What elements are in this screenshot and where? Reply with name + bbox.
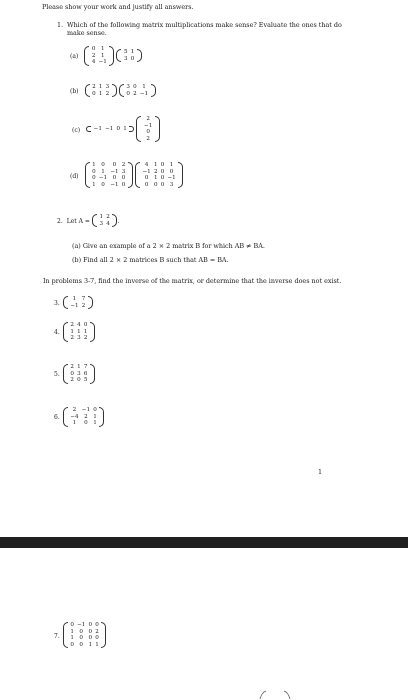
matrix-left-paren	[119, 84, 124, 97]
q2-period: .	[117, 218, 120, 226]
matrix-row	[141, 182, 177, 189]
p7	[54, 622, 106, 650]
matrix-entry: 0	[160, 175, 165, 182]
matrix-entry: 1	[93, 413, 97, 420]
matrix-right-paren	[109, 46, 114, 66]
q1-number: 1.	[57, 21, 64, 29]
matrix-entry: 0	[70, 622, 74, 628]
matrix-row	[122, 56, 136, 63]
matrix-entry: 0	[91, 46, 96, 52]
p3-matrix	[63, 296, 93, 311]
p4	[54, 322, 95, 344]
matrix-entries	[69, 322, 89, 342]
matrix-entry: −1	[144, 122, 153, 129]
partial-parenthesis-glyph	[258, 690, 292, 700]
matrix-entry: 0	[169, 168, 174, 175]
q1c-matrix-right	[136, 116, 159, 144]
matrix-row	[141, 175, 177, 182]
matrix-row	[90, 53, 108, 60]
matrix-left-paren	[92, 214, 97, 227]
matrix-entry: 0	[83, 322, 88, 328]
matrix-row	[90, 59, 108, 66]
matrix-entry: 0	[92, 90, 96, 97]
matrix-entry: 0	[160, 162, 165, 168]
matrix-row	[69, 642, 101, 649]
matrix-entries	[69, 622, 101, 648]
matrix-row	[69, 414, 99, 421]
matrix-entry: 0	[121, 181, 126, 188]
matrix-left-paren	[136, 116, 141, 142]
matrix-entries	[91, 162, 127, 188]
matrix-row	[125, 91, 150, 98]
q1a-matrix-right	[116, 49, 142, 64]
matrix-entry: 2	[133, 90, 137, 97]
matrix-entry: 0	[133, 84, 137, 90]
matrix-left-paren	[63, 322, 68, 342]
matrix-entry: −1	[81, 407, 91, 413]
matrix-row	[91, 84, 111, 91]
p6-number: 6.	[54, 414, 60, 422]
matrix-entry: 5	[83, 377, 88, 384]
matrix-entry: 0	[121, 175, 126, 182]
p4-number: 4.	[54, 329, 60, 337]
matrix-entry: 1	[142, 84, 146, 90]
matrix-entries	[122, 49, 136, 62]
q1a-matrix-left	[84, 46, 114, 68]
matrix-right-paren	[178, 162, 183, 188]
matrix-entry: 0	[92, 168, 96, 175]
matrix-entry: 1	[77, 328, 81, 335]
matrix-entry: 0	[77, 377, 81, 384]
matrix-right-paren	[155, 116, 160, 142]
matrix-entry: −1	[139, 90, 149, 97]
matrix-entry: 2	[105, 90, 110, 97]
matrix-row	[69, 364, 89, 371]
q1-text-line2: make sense.	[67, 29, 107, 37]
p4-matrix	[63, 322, 95, 344]
p6-matrix	[63, 407, 105, 429]
matrix-entry: 1	[153, 175, 158, 182]
matrix-entry: 1	[123, 125, 127, 132]
matrix-row	[98, 221, 112, 228]
q1c	[72, 116, 160, 144]
matrix-entry: 2	[121, 162, 126, 168]
p5-number: 5.	[54, 371, 60, 379]
matrix-entry: 3	[126, 84, 130, 90]
matrix-left-paren	[135, 162, 140, 188]
p5-matrix	[63, 364, 95, 386]
matrix-row	[142, 123, 153, 130]
matrix-entry: −1	[77, 622, 86, 628]
matrix-row	[142, 129, 153, 136]
matrix-entry: 2	[83, 335, 88, 342]
matrix-entry: 0	[130, 55, 135, 62]
p6	[54, 407, 104, 429]
matrix-entry: −4	[70, 413, 79, 420]
p7-number: 7.	[54, 632, 60, 640]
matrix-entry: 1	[72, 296, 77, 302]
matrix-entry: 2	[146, 135, 150, 142]
matrix-entry: 2	[70, 335, 74, 342]
matrix-entries	[91, 84, 111, 97]
matrix-entry: 2	[81, 302, 86, 309]
matrix-entry: 2	[72, 407, 77, 413]
q1c-label: (c)	[72, 126, 81, 134]
matrix-row	[69, 420, 99, 427]
matrix-entry: 0	[126, 90, 130, 97]
matrix-entry: 7	[83, 364, 88, 370]
matrix-entry: 1	[101, 168, 105, 175]
matrix-entry: 5	[124, 49, 128, 56]
matrix-row	[142, 116, 153, 123]
matrix-entry: 0	[153, 181, 158, 188]
matrix-entry: 2	[153, 168, 158, 175]
p5	[54, 364, 95, 386]
matrix-row	[69, 371, 89, 378]
matrix-entries	[69, 364, 89, 384]
q1a-label: (a)	[70, 53, 79, 61]
matrix-entry: 0	[95, 635, 99, 642]
q1b	[70, 84, 156, 99]
matrix-left-paren	[63, 296, 68, 309]
matrix-entry: 2	[146, 116, 150, 122]
matrix-entry: 1	[153, 162, 158, 168]
matrix-entries	[92, 126, 128, 133]
matrix-entries	[69, 296, 87, 309]
matrix-entry: 0	[112, 175, 117, 182]
matrix-entry: −1	[98, 175, 108, 182]
matrix-left-paren	[85, 162, 90, 188]
matrix-left-paren	[63, 364, 68, 384]
matrix-entry: 3	[77, 335, 81, 342]
matrix-entry: 1	[98, 84, 103, 90]
matrix-entry: 1	[83, 328, 88, 335]
matrix-entry: 3	[77, 370, 81, 377]
matrix-entry: 0	[160, 181, 165, 188]
matrix-entry: 0	[92, 175, 96, 182]
matrix-row	[91, 162, 127, 169]
matrix-right-paren	[129, 126, 134, 133]
matrix-entry: 0	[88, 628, 93, 635]
matrix-entry: 1	[70, 628, 74, 635]
matrix-row	[141, 169, 177, 176]
q2b-text: (b) Find all 2 × 2 matrices B such that AB = BA.	[72, 256, 229, 264]
matrix-left-paren	[63, 622, 68, 648]
matrix-entry: 1	[70, 635, 74, 642]
matrix-entry: −1	[70, 302, 79, 309]
matrix-left-paren	[85, 84, 90, 97]
matrix-row	[91, 91, 111, 98]
matrix-entry: 1	[130, 49, 135, 56]
matrix-right-paren	[151, 84, 156, 97]
matrix-entry: 1	[100, 52, 105, 59]
matrix-entry: 2	[92, 84, 96, 90]
matrix-row	[69, 329, 89, 336]
matrix-entry: 0	[112, 162, 117, 168]
q1b-matrix-left	[85, 84, 117, 99]
page-number: 1	[318, 468, 323, 476]
matrix-entry: 3	[169, 181, 174, 188]
matrix-entry: 0	[160, 168, 165, 175]
matrix-entry: −1	[105, 125, 114, 132]
matrix-entry: 1	[77, 364, 81, 370]
matrix-row	[90, 46, 108, 53]
q2-matrix-A	[92, 214, 118, 229]
matrix-entry: 0	[101, 162, 105, 168]
matrix-row	[125, 84, 150, 91]
matrix-entry: 3	[105, 84, 110, 90]
matrix-left-paren	[84, 46, 89, 66]
matrix-right-paren	[90, 322, 95, 342]
matrix-entry: 3	[124, 55, 128, 62]
matrix-entry: 2	[70, 364, 74, 370]
matrix-row	[142, 136, 153, 143]
q1b-label: (b)	[70, 88, 79, 96]
matrix-row	[92, 126, 128, 133]
matrix-row	[69, 622, 101, 629]
matrix-left-paren	[63, 407, 68, 427]
matrix-entry: 0	[93, 407, 97, 413]
matrix-entry: 0	[95, 622, 99, 628]
matrix-right-paren	[101, 622, 106, 648]
matrix-entry: 0	[70, 641, 74, 648]
matrix-row	[98, 214, 112, 221]
q1b-matrix-right	[119, 84, 156, 99]
matrix-entry: 3	[121, 168, 126, 175]
matrix-row	[69, 322, 89, 329]
matrix-entry: 2	[95, 628, 99, 635]
matrix-entry: 0	[88, 622, 93, 628]
matrix-entry: 1	[92, 162, 96, 168]
matrix-entry: −1	[93, 125, 102, 132]
matrix-row	[141, 162, 177, 169]
matrix-entry: 1	[99, 214, 104, 220]
matrix-row	[69, 629, 101, 636]
p3-number: 3.	[54, 300, 60, 308]
q1d-matrix-left	[85, 162, 133, 190]
matrix-entry: −1	[167, 175, 176, 182]
matrix-entry: −1	[142, 168, 151, 175]
matrix-entry: 2	[106, 214, 110, 220]
matrix-right-paren	[88, 296, 93, 309]
matrix-entry: 1	[169, 162, 174, 168]
q1d-label: (d)	[70, 172, 79, 180]
matrix-row	[91, 175, 127, 182]
matrix-right-paren	[112, 214, 120, 227]
matrix-entry: 0	[116, 125, 121, 132]
matrix-entry: −1	[110, 181, 119, 188]
matrix-entry: 0	[70, 370, 74, 377]
instructions-header: Please show your work and justify all answers.	[42, 3, 194, 11]
matrix-entry: 2	[91, 52, 96, 59]
matrix-entry: 0	[84, 420, 88, 427]
q1d-matrix-right	[135, 162, 183, 190]
matrix-row	[69, 635, 101, 642]
matrix-entry: 1	[88, 641, 93, 648]
matrix-entry: 2	[70, 377, 74, 384]
matrix-entry: 2	[84, 413, 88, 420]
matrix-row	[91, 169, 127, 176]
matrix-entry: 1	[72, 420, 77, 427]
matrix-entry: 0	[101, 181, 105, 188]
matrix-left-paren	[86, 126, 91, 133]
matrix-row	[69, 303, 87, 310]
p7-matrix	[63, 622, 107, 650]
matrix-entries	[69, 407, 99, 427]
matrix-entry: 0	[79, 628, 83, 635]
matrix-entry: 3	[99, 220, 104, 227]
matrix-entry: −1	[110, 168, 119, 175]
matrix-row	[91, 182, 127, 189]
matrix-entry: 2	[70, 322, 74, 328]
matrix-right-paren	[90, 364, 95, 384]
p3	[54, 296, 93, 311]
matrix-entry: 0	[79, 641, 83, 648]
matrix-entries	[98, 214, 112, 227]
matrix-right-paren	[137, 49, 142, 62]
matrix-entry: 0	[144, 181, 149, 188]
problems-intro: In problems 3-7, find the inverse of the matrix, or determine that the inverse does not exist.	[43, 277, 342, 285]
matrix-entry: 1	[93, 420, 97, 427]
matrix-entry: 6	[83, 370, 88, 377]
matrix-entries	[141, 162, 177, 188]
q2-lead: Let A =	[66, 218, 90, 226]
q1d	[70, 162, 183, 190]
page-separator-bar	[0, 537, 408, 548]
q2-number: 2.	[57, 218, 63, 226]
matrix-row	[69, 335, 89, 342]
matrix-entry: 1	[100, 46, 105, 52]
matrix-entry: 1	[95, 641, 99, 648]
matrix-entry: 1	[92, 181, 96, 188]
matrix-entry: 0	[79, 635, 83, 642]
matrix-left-paren	[116, 49, 121, 62]
matrix-entry: 0	[88, 635, 93, 642]
q1c-matrix-left	[86, 126, 134, 135]
q2a-text: (a) Give an example of a 2 × 2 matrix B for which AB ≠ BA.	[72, 242, 265, 250]
matrix-row	[69, 377, 89, 384]
matrix-entry: 4	[106, 220, 110, 227]
matrix-entry: 7	[81, 296, 86, 302]
matrix-row	[69, 407, 99, 414]
matrix-entry: 1	[70, 328, 74, 335]
matrix-entry: 0	[144, 175, 149, 182]
matrix-right-paren	[128, 162, 133, 188]
matrix-entry: 4	[77, 322, 81, 328]
q1-text-line1: Which of the following matrix multiplications make sense? Evaluate the ones that do	[67, 21, 342, 29]
matrix-row	[69, 296, 87, 303]
matrix-entry: 4	[144, 162, 149, 168]
matrix-entries	[142, 116, 153, 142]
matrix-entry: 0	[146, 129, 150, 136]
matrix-entries	[125, 84, 150, 97]
matrix-row	[122, 49, 136, 56]
q1a	[70, 46, 142, 68]
matrix-entry: 4	[91, 59, 96, 66]
matrix-right-paren	[112, 84, 117, 97]
matrix-entry: −1	[98, 59, 107, 66]
matrix-right-paren	[99, 407, 104, 427]
q2	[57, 214, 119, 229]
matrix-entry: 1	[98, 90, 103, 97]
matrix-entries	[90, 46, 108, 66]
